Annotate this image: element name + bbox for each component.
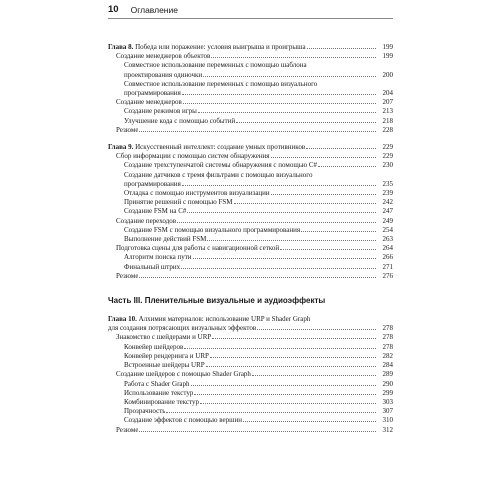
- dot-leader: [203, 76, 376, 77]
- page-ref: 247: [382, 207, 393, 216]
- toc-entry-title: [116, 52, 210, 61]
- dot-leader: [236, 122, 376, 123]
- toc-entry-title: [124, 171, 312, 179]
- toc-entry-text: Комбинирование текстур: [124, 397, 200, 406]
- dot-leader: [166, 412, 376, 413]
- table-of-contents: [108, 43, 393, 435]
- toc-entry: [108, 352, 393, 361]
- part-title: Часть III. Пленительные визуальные и аудиоэффекты: [108, 296, 326, 306]
- toc-entry: [108, 152, 393, 161]
- toc-entry-title: [108, 43, 306, 52]
- dot-leader: [271, 157, 376, 158]
- running-title: Оглавление: [130, 4, 178, 15]
- page-ref: 290: [382, 379, 393, 388]
- toc-entry-text: Сбор информации с помощью систем обнаружения: [116, 152, 270, 161]
- toc-entry-title: [124, 207, 186, 216]
- toc-entry-text: Подготовка сцены для работы с навигационной сеткой: [116, 244, 280, 253]
- dot-leader: [182, 185, 376, 186]
- toc-entry-text: Создание FSM на C#: [124, 207, 187, 216]
- toc-entry-text: Принятие решений с помощью FSM: [124, 198, 233, 207]
- toc-entry-title: [108, 324, 256, 333]
- toc-entry-title: [108, 315, 310, 323]
- dot-leader: [198, 112, 376, 113]
- page-ref: 278: [382, 342, 393, 351]
- chapter-label: Глава 10.: [108, 315, 137, 324]
- dot-leader: [280, 249, 376, 250]
- toc-entry: [108, 226, 393, 235]
- chapter-8-section: [108, 43, 393, 135]
- toc-chapter-entry: [108, 43, 393, 52]
- toc-entry: [108, 207, 393, 216]
- page-number: 10: [108, 4, 119, 15]
- dot-leader: [183, 103, 376, 104]
- toc-entry: [108, 244, 393, 253]
- toc-entry-title: [116, 98, 182, 107]
- toc-entry-title: [124, 180, 181, 189]
- toc-entry-text: Конвейер рендеринга и URP: [124, 351, 209, 360]
- toc-entry-title: [124, 352, 209, 361]
- toc-entry-text: Создание переходов: [116, 216, 177, 225]
- dot-leader: [193, 258, 376, 259]
- toc-entry-title: [124, 198, 233, 207]
- toc-entry-text: программирования: [124, 179, 181, 188]
- dot-leader: [307, 48, 376, 49]
- dot-leader: [207, 240, 376, 241]
- page-ref: 312: [382, 425, 393, 434]
- toc-entry: [108, 189, 393, 198]
- page-ref: 229: [382, 143, 393, 152]
- toc-entry-text: Резюме: [116, 125, 139, 134]
- toc-entry-text: Улучшение кода с помощью событий: [124, 116, 236, 125]
- header-divider: [108, 18, 393, 19]
- toc-entry-title: [124, 361, 205, 370]
- page-ref: 199: [382, 52, 393, 61]
- toc-entry-text: Победа или поражение: условия выигрыша и проигрыша: [135, 43, 306, 51]
- page-ref: 207: [382, 98, 393, 107]
- page-ref: 199: [382, 43, 393, 51]
- toc-entry-text: Финальный штрих: [124, 262, 181, 271]
- toc-entry: [108, 217, 393, 226]
- page-ref: 229: [382, 152, 393, 161]
- toc-entry-title: [124, 161, 317, 170]
- toc-entry: [108, 272, 393, 281]
- dot-leader: [139, 431, 376, 432]
- toc-entry: [108, 389, 393, 398]
- dot-leader: [271, 194, 376, 195]
- dot-leader: [234, 203, 377, 204]
- page-ref: 204: [382, 89, 393, 98]
- dot-leader: [206, 366, 376, 367]
- dot-leader: [182, 94, 376, 95]
- chapter-10-section: [108, 315, 393, 435]
- toc-entry-title: [124, 263, 180, 272]
- toc-entry: [108, 253, 393, 262]
- toc-entry-text: Знакомство с шейдерами и URP: [116, 333, 212, 342]
- page-ref: 310: [382, 416, 393, 425]
- dot-leader: [318, 166, 376, 167]
- toc-entry-text: Создание менеджеров: [116, 98, 182, 107]
- toc-entry: [108, 126, 393, 135]
- toc-entry-text: Алхимия материалов: использование URP и Shader Graph: [138, 315, 311, 324]
- page-ref: 228: [382, 125, 393, 134]
- toc-entry-title: [116, 333, 211, 342]
- toc-entry: [108, 235, 393, 244]
- dot-leader: [139, 131, 376, 132]
- toc-entry-text: Использование текстур: [124, 388, 194, 397]
- chapter-9-section: [108, 143, 393, 281]
- toc-entry-text: Работа с Shader Graph: [124, 379, 190, 388]
- toc-entry-title: [124, 398, 199, 407]
- page-ref: 230: [382, 161, 393, 170]
- toc-entry-text: Конвейер шейдеров: [124, 342, 184, 351]
- toc-entry-text: для создания потрясающих визуальных эффектов: [108, 324, 257, 333]
- toc-entry: [108, 343, 393, 352]
- toc-entry-text: Прозрачность: [124, 407, 166, 416]
- toc-entry: [108, 426, 393, 435]
- dot-leader: [194, 394, 376, 395]
- page-ref: 278: [382, 333, 393, 342]
- toc-entry-title: [124, 189, 270, 198]
- toc-entry: [108, 80, 393, 98]
- toc-entry-text: Резюме: [116, 425, 139, 434]
- dot-leader: [212, 338, 376, 339]
- toc-entry: [108, 380, 393, 389]
- toc-entry: [108, 107, 393, 116]
- page-ref: 282: [382, 351, 393, 360]
- toc-entry-title: [124, 80, 317, 88]
- toc-entry-title: [108, 143, 305, 152]
- toc-entry-text: Выполнение действий FSM: [124, 235, 207, 244]
- dot-leader: [139, 277, 376, 278]
- toc-entry-text: проектирования одиночки: [124, 70, 203, 79]
- toc-entry: [108, 398, 393, 407]
- toc-entry-text: Создание режимов игры: [124, 107, 197, 116]
- dot-leader: [306, 148, 376, 149]
- dot-leader: [211, 57, 376, 58]
- dot-leader: [181, 268, 376, 269]
- page-ref: 235: [382, 179, 393, 188]
- dot-leader: [257, 329, 376, 330]
- toc-entry-title: [116, 217, 176, 226]
- page-ref: 249: [382, 216, 393, 225]
- toc-entry-text: Создание датчиков с тремя фильтрами с помощью визуального: [124, 170, 313, 179]
- dot-leader: [210, 357, 376, 358]
- page-ref: 307: [382, 407, 393, 416]
- chapter-label: Глава 8.: [108, 43, 134, 51]
- toc-entry-text: Создание эффектов с помощью вершин: [124, 416, 242, 425]
- toc-entry-title: [124, 107, 197, 116]
- toc-entry: [108, 407, 393, 416]
- dot-leader: [177, 222, 376, 223]
- toc-entry: [108, 52, 393, 61]
- toc-entry-title: [124, 61, 307, 69]
- dot-leader: [187, 212, 376, 213]
- toc-entry-title: [124, 407, 165, 416]
- page-header: [108, 2, 393, 17]
- dot-leader: [200, 403, 376, 404]
- toc-entry-title: [124, 253, 192, 262]
- toc-entry-title: [116, 244, 279, 253]
- toc-entry: [108, 333, 393, 342]
- page-ref: 276: [382, 271, 393, 280]
- page-ref: 278: [382, 324, 393, 333]
- toc-entry: [108, 171, 393, 189]
- toc-entry-title: [124, 416, 242, 425]
- toc-entry-text: Резюме: [116, 271, 139, 280]
- dot-leader: [184, 348, 376, 349]
- dot-leader: [243, 421, 376, 422]
- toc-entry-text: Создание трехступенчатой системы обнаружения с помощью C#: [124, 161, 318, 170]
- toc-entry-title: [124, 71, 202, 80]
- toc-entry-text: Создание шейдеров с помощью Shader Graph: [116, 370, 251, 379]
- toc-entry-title: [124, 380, 190, 389]
- dot-leader: [252, 375, 376, 376]
- page-ref: 284: [382, 361, 393, 370]
- toc-entry: [108, 198, 393, 207]
- toc-entry-title: [116, 126, 138, 135]
- page-ref: 303: [382, 397, 393, 406]
- page-ref: 264: [382, 244, 393, 253]
- toc-entry-text: Отладка с помощью инструментов визуализации: [124, 189, 270, 198]
- dot-leader: [191, 385, 376, 386]
- chapter-label: Глава 9.: [108, 143, 134, 152]
- toc-entry-title: [124, 226, 300, 235]
- toc-entry: [108, 263, 393, 272]
- toc-entry-text: Совместное использование переменных с помощью визуального: [124, 79, 318, 88]
- dot-leader: [301, 231, 376, 232]
- toc-entry-title: [124, 89, 181, 98]
- page-ref: 254: [382, 225, 393, 234]
- toc-entry-text: программирования: [124, 89, 181, 98]
- page-ref: 218: [382, 116, 393, 125]
- page-ref: 263: [382, 235, 393, 244]
- toc-entry-title: [116, 272, 138, 281]
- toc-entry-text: Алгоритм поиска пути: [124, 253, 192, 262]
- toc-entry-title: [124, 389, 193, 398]
- toc-entry: [108, 98, 393, 107]
- toc-chapter-entry: [108, 143, 393, 152]
- toc-entry: [108, 416, 393, 425]
- toc-entry: [108, 361, 393, 370]
- page-ref: 200: [382, 70, 393, 79]
- toc-entry-title: [124, 235, 206, 244]
- page-ref: 213: [382, 107, 393, 116]
- toc-entry-title: [116, 426, 138, 435]
- page-ref: 289: [382, 370, 393, 379]
- toc-entry: [108, 117, 393, 126]
- toc-entry: [108, 61, 393, 79]
- page-ref: 271: [382, 262, 393, 271]
- page-ref: 242: [382, 198, 393, 207]
- page-ref: 299: [382, 388, 393, 397]
- toc-entry-text: Встроенные шейдеры URP: [124, 361, 205, 370]
- toc-entry-text: Искусственный интеллект: создание умных противников: [135, 143, 306, 152]
- toc-entry-text: Совместное использование переменных с помощью шаблона: [124, 61, 307, 70]
- toc-entry: [108, 161, 393, 170]
- toc-entry: [108, 370, 393, 379]
- toc-entry-title: [124, 343, 183, 352]
- toc-entry-title: [116, 152, 270, 161]
- page-ref: 266: [382, 253, 393, 262]
- toc-entry-title: [124, 117, 235, 126]
- toc-entry-title: [116, 370, 251, 379]
- toc-chapter-entry: [108, 315, 393, 333]
- page-ref: 239: [382, 189, 393, 198]
- toc-entry-text: Создание менеджеров объектов: [116, 52, 211, 61]
- toc-entry-text: Создание FSM с помощью визуального программирования: [124, 225, 301, 234]
